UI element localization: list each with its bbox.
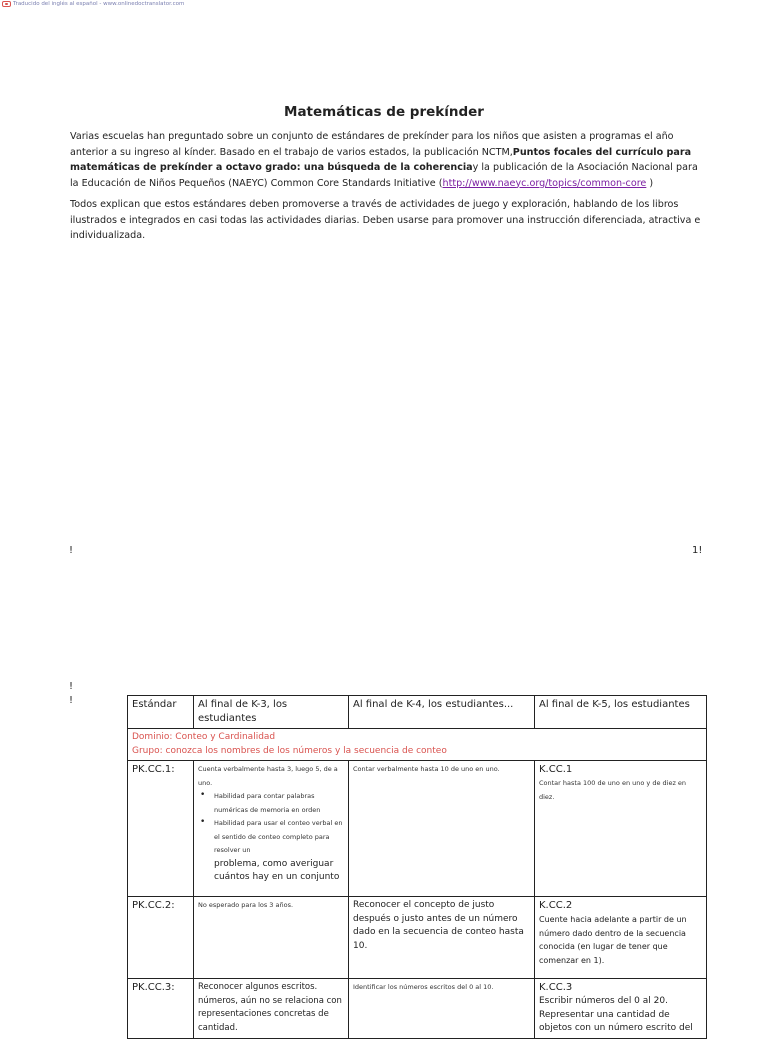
k5-text: Escribir números del 0 al 20. Representar una cantidad de objetos con un número escrito del	[539, 996, 693, 1033]
domain-label: Dominio: Conteo y Cardinalidad	[132, 732, 276, 742]
k3-intro: Cuenta verbalmente hasta 3, luego 5, de a uno.	[198, 765, 338, 787]
standards-table	[127, 695, 707, 1039]
k3-cell	[194, 761, 349, 897]
page-number: 1!	[692, 545, 703, 556]
naeyc-link[interactable]: http://www.naeyc.org/topics/common-core	[442, 177, 647, 189]
k5-cell	[535, 979, 707, 1039]
table-row	[128, 979, 707, 1039]
k5-cell	[535, 897, 707, 979]
standard-code: PK.CC.2:	[128, 897, 194, 979]
intro-text-start: Varias escuelas han preguntado sobre un conjunto de estándares de prekínder para los niños que asisten a programas el año anterior a su ingreso al kínder. Basado en el trabajo de varios estados, la publicación NCTM,	[70, 131, 674, 158]
header-standard: Estándar	[128, 696, 194, 729]
domain-cell	[128, 729, 707, 761]
k4-cell: Reconocer el concepto de justo después o justo antes de un número dado en la secuencia de conteo hasta 10.	[349, 897, 535, 979]
intro-paragraph	[70, 129, 702, 191]
k3-bullet-list	[198, 790, 344, 858]
banner-text[interactable]: Traducido del inglés al español - www.onlinedoctranslator.com	[13, 1, 185, 7]
k4-cell: Contar verbalmente hasta 10 de uno en uno.	[349, 761, 535, 897]
k5-cell	[535, 761, 707, 897]
k5-code: K.CC.3	[539, 982, 573, 993]
k3-cell: Reconocer algunos escritos. números, aún no se relaciona con representaciones concretas de cantidad.	[194, 979, 349, 1039]
document-title: Matemáticas de prekínder	[284, 104, 484, 120]
page-mark-left: !	[69, 545, 74, 556]
k3-cell: No esperado para los 3 años.	[194, 897, 349, 979]
k5-code: K.CC.1	[539, 764, 573, 775]
group-label: Grupo: conozca los nombres de los números y la secuencia de conteo	[132, 745, 447, 756]
k4-cell: Identificar los números escritos del 0 al 10.	[349, 979, 535, 1039]
k3-tail: problema, como averiguar cuántos hay en un conjunto	[214, 858, 340, 882]
k5-text: Contar hasta 100 de uno en uno y de diez en diez.	[539, 779, 687, 801]
intro-bold-publication: Puntos focales del currículo para matemáticas de prekínder a octavo grado: una búsqueda de la coherencia	[70, 146, 692, 173]
page-mark-left-2: !	[69, 681, 74, 692]
header-k5: Al final de K-5, los estudiantes	[535, 696, 707, 729]
k5-code: K.CC.2	[539, 900, 573, 911]
table-row	[128, 761, 707, 897]
table-row	[128, 897, 707, 979]
k5-text: Cuente hacia adelante a partir de un número dado dentro de la secuencia conocida (en lugar de tener que comenzar en 1).	[539, 915, 687, 965]
list-item: • Habilidad para usar el conteo verbal en el sentido de conteo completo para resolver un	[198, 817, 344, 858]
table-header-row	[128, 696, 707, 729]
page-mark-left-3: !	[69, 695, 74, 706]
header-k4: Al final de K-4, los estudiantes...	[349, 696, 535, 729]
standard-code: PK.CC.1:	[128, 761, 194, 897]
translator-banner[interactable]	[2, 0, 184, 8]
domain-row	[128, 729, 707, 761]
intro-text-end: )	[646, 177, 654, 189]
translator-logo-icon	[2, 1, 11, 7]
header-k3: Al final de K-3, los estudiantes	[194, 696, 349, 729]
second-paragraph: Todos explican que estos estándares deben promoverse a través de actividades de juego y exploración, hablando de los libros ilustrados e integrados en casi todas las actividades diarias. Deben usarse para promover una instrucción diferenciada, atractiva e individualizada.	[70, 199, 701, 241]
list-item: • Habilidad para contar palabras numéricas de memoria en orden	[198, 790, 344, 817]
intro-text-middle: y la publicación de la Asociación Nacional para la Educación de Niños Pequeños (NAEYC) Common Core Standards Initiative (	[70, 162, 698, 189]
standard-code: PK.CC.3:	[128, 979, 194, 1039]
